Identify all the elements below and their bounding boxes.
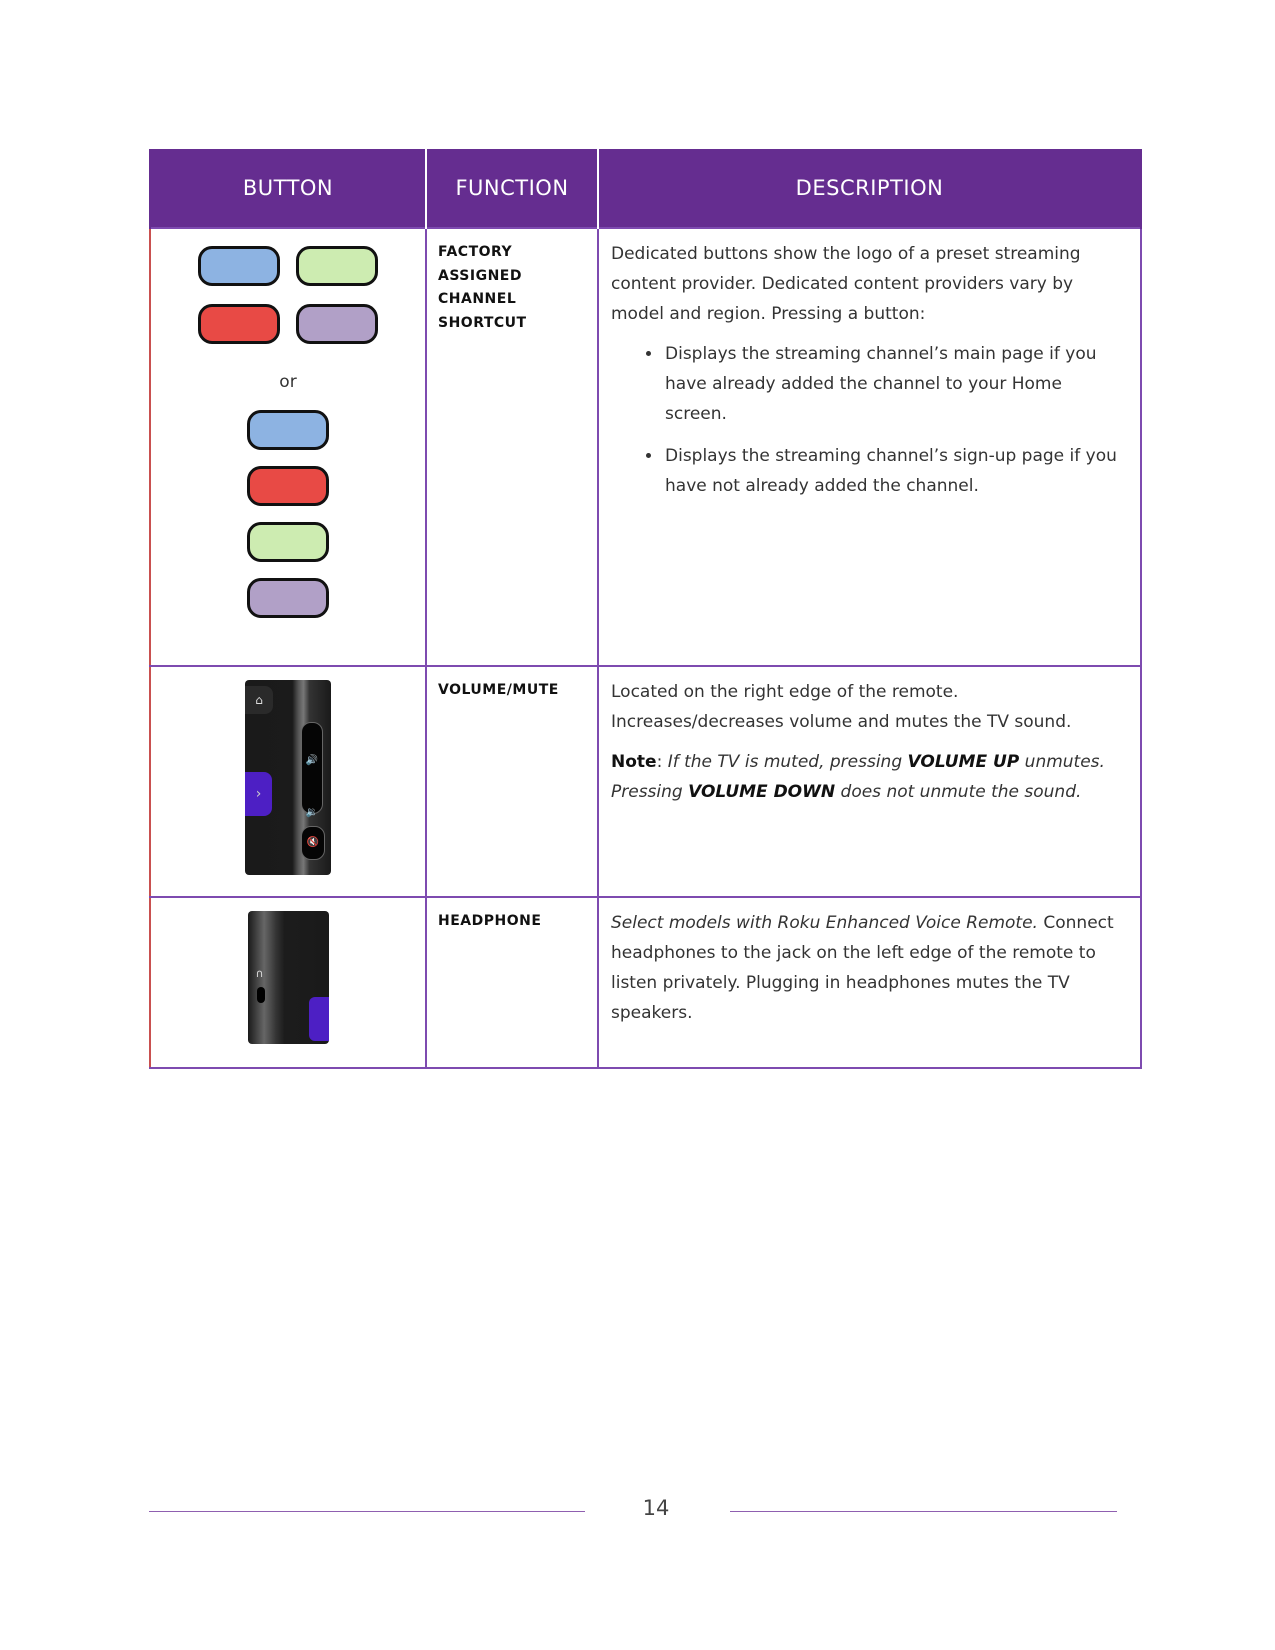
headphone-image-cell <box>150 897 426 1068</box>
headphone-jack-icon: ∩ <box>255 967 264 980</box>
note-part: does not unmute the sound. <box>835 782 1082 802</box>
function-label: VOLUME/MUTE <box>426 666 598 897</box>
left-arrow-button-icon <box>309 997 329 1041</box>
right-arrow-button-icon: › <box>245 772 272 816</box>
page-number: 14 <box>642 1496 670 1520</box>
description-cell <box>598 228 1141 666</box>
description-cell <box>598 897 1141 1068</box>
remote-volume-side-image <box>245 680 331 875</box>
description-cell <box>598 666 1141 897</box>
function-label: FACTORY ASSIGNED CHANNEL SHORTCUT <box>426 228 598 666</box>
note-sep: : <box>656 752 668 772</box>
red-shortcut-button-icon <box>247 466 329 506</box>
or-label: or <box>279 372 297 392</box>
note-bold: VOLUME UP <box>907 752 1020 772</box>
function-label: HEADPHONE <box>426 897 598 1068</box>
table-row <box>150 897 1141 1068</box>
description-body: Connect headphones to the jack on the left edge of the remote to listen privately. Plugging in headphones mutes the TV speakers. <box>611 913 1114 1023</box>
table-row <box>150 228 1141 666</box>
table-header-row <box>150 149 1141 228</box>
header-description: DESCRIPTION <box>598 149 1141 228</box>
bullet-item: • Displays the streaming channel’s main page if you have already added the channel to your Home screen. <box>663 339 1128 429</box>
mute-button-icon: 🔇 <box>301 826 325 860</box>
description-intro: Dedicated buttons show the logo of a preset streaming content provider. Dedicated content providers vary by model and region. Pressing a button: <box>611 244 1081 324</box>
blue-shortcut-button-icon <box>198 246 280 286</box>
green-shortcut-button-icon <box>247 522 329 562</box>
note-part: unmutes. Pressing <box>611 752 1105 802</box>
note-label: Note <box>611 752 657 772</box>
red-shortcut-button-icon <box>198 304 280 344</box>
table-row <box>150 666 1141 897</box>
blue-shortcut-button-icon <box>247 410 329 450</box>
note-text <box>611 747 1128 807</box>
home-button-icon: ⌂ <box>245 686 273 714</box>
description-text <box>611 908 1128 1028</box>
volume-rocker-icon: 🔊 🔉 <box>301 722 323 814</box>
footer-line-right <box>730 1511 1117 1512</box>
header-button: BUTTON <box>150 149 426 228</box>
description-italic: Select models with Roku Enhanced Voice Remote. <box>611 913 1038 933</box>
description-text: Located on the right edge of the remote. Increases/decreases volume and mutes the TV sound. <box>611 682 1072 732</box>
note-part: If the TV is muted, pressing <box>667 752 908 772</box>
note-bold: VOLUME DOWN <box>688 782 836 802</box>
remote-buttons-table <box>149 149 1142 1069</box>
green-shortcut-button-icon <box>296 246 378 286</box>
volume-image-cell <box>150 666 426 897</box>
headphone-jack-port <box>257 987 265 1003</box>
footer-line-left <box>149 1511 585 1512</box>
remote-headphone-side-image <box>248 911 329 1044</box>
purple-shortcut-button-icon <box>296 304 378 344</box>
header-function: FUNCTION <box>426 149 598 228</box>
shortcut-buttons-cell <box>150 228 426 666</box>
purple-shortcut-button-icon <box>247 578 329 618</box>
bullet-item: • Displays the streaming channel’s sign-up page if you have not already added the channel. <box>663 441 1128 501</box>
